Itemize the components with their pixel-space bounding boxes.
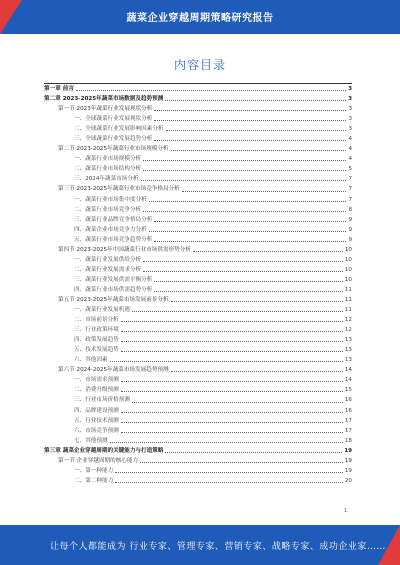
toc-leader-dots	[121, 391, 343, 392]
toc-leader-dots	[193, 251, 343, 252]
toc-entry-label: 第五节 2023-2025年蔬菜市场发展前景分析	[58, 296, 169, 303]
toc-leader-dots	[121, 351, 343, 352]
toc-entry-label: 一、全球蔬菜行业发展现状分析	[74, 116, 153, 123]
toc-entry[interactable]	[44, 114, 352, 124]
toc-entry[interactable]	[44, 395, 352, 405]
toc-leader-dots	[165, 452, 342, 453]
toc-entry-page: 16	[344, 397, 352, 404]
toc-leader-dots	[132, 402, 343, 403]
toc-leader-dots	[149, 231, 347, 232]
toc-entry-page: 9	[348, 226, 352, 233]
toc-leader-dots	[115, 472, 343, 473]
toc-entry-page: 4	[348, 156, 352, 163]
toc-leader-dots	[121, 321, 343, 322]
toc-entry-page: 11	[344, 296, 352, 303]
toc-leader-dots	[140, 462, 343, 463]
toc-entry-label: 五、蔬菜行业市场竞争趋势分析	[74, 236, 153, 243]
toc-entry-label: 二、市场前景分析	[74, 317, 119, 324]
toc-entry-page: 10	[344, 256, 352, 263]
toc-entry[interactable]	[44, 446, 352, 456]
toc-entry[interactable]	[44, 315, 352, 325]
toc-leader-dots	[110, 361, 343, 362]
report-title: 蔬菜企业穿越周期策略研究报告	[126, 13, 274, 24]
toc-entry-label: 第三章 蔬菜企业穿越周期的关键能力与打造策略	[44, 447, 164, 454]
toc-entry-label: 四、政策发展趋势	[74, 337, 119, 344]
toc-entry[interactable]	[44, 325, 352, 335]
toc-entry-page: 9	[348, 216, 352, 223]
toc-leader-dots	[121, 432, 343, 433]
toc-entry-label: 第一节 企业穿越周期的核心能力	[58, 457, 139, 464]
toc-leader-dots	[143, 271, 343, 272]
toc-leader-dots	[121, 341, 343, 342]
page-number: 1	[344, 508, 348, 514]
toc-entry-label: 一、第一种能力	[74, 467, 114, 474]
toc-entry[interactable]	[44, 426, 352, 436]
toc-entry[interactable]	[44, 144, 352, 154]
toc-entry-page: 3	[348, 126, 352, 133]
toc-entry-label: 四、品牌建设预测	[74, 407, 119, 414]
toc-leader-dots	[121, 331, 343, 332]
toc-entry-page: 18	[344, 437, 352, 444]
toc-entry-label: 第一节 2023年蔬菜行业发展现状分析	[58, 106, 153, 113]
toc-heading: 内容目录	[173, 58, 226, 72]
toc-entry-label: 一、蔬菜行业发展机遇	[74, 307, 130, 314]
toc-entry-page: 16	[344, 407, 352, 414]
toc-entry-label: 二、蔬菜行业市场结构分析	[74, 166, 142, 173]
toc-entry[interactable]	[44, 195, 352, 205]
toc-entry-label: 第一章 前言	[44, 86, 74, 92]
toc-leader-dots	[141, 180, 347, 181]
toc-leader-dots	[115, 482, 343, 483]
toc-entry-label: 二、第二种能力	[74, 477, 114, 484]
toc-leader-dots	[154, 291, 343, 292]
toc-leader-dots	[154, 140, 346, 141]
toc-leader-dots	[132, 311, 343, 312]
toc-entry[interactable]	[44, 94, 352, 104]
toc-entry[interactable]	[44, 285, 352, 295]
toc-entry-page: 13	[344, 337, 352, 344]
toc-entry[interactable]	[44, 416, 352, 426]
toc-entry[interactable]	[44, 305, 352, 315]
toc-entry-page: 3	[348, 106, 352, 113]
toc-entry[interactable]	[44, 265, 352, 275]
toc-entry[interactable]	[44, 275, 352, 285]
toc-entry[interactable]	[44, 225, 352, 235]
toc-entry[interactable]	[44, 456, 352, 466]
toc-entry-label: 第四节 2023-2025年中国蔬菜行业市场供需形势分析	[58, 246, 191, 253]
toc-entry-page: 12	[344, 327, 352, 334]
toc-entry-label: 第二章 2023-2025年蔬菜市场数据及趋势预测	[44, 96, 164, 103]
toc-entry-label: 二、蔬菜行业市场竞争分析	[74, 206, 142, 213]
toc-entry[interactable]	[44, 154, 352, 164]
toc-entry-label: 三、行业政策环境	[74, 327, 119, 334]
toc-leader-dots	[143, 160, 346, 161]
toc-leader-dots	[154, 110, 346, 111]
toc-entry-page: 14	[344, 367, 352, 374]
toc-leader-dots	[154, 281, 343, 282]
toc-entry[interactable]	[44, 104, 352, 114]
toc-entry[interactable]	[44, 365, 352, 375]
toc-entry-label: 四、蔬菜企业市场竞争力分析	[74, 226, 147, 233]
toc-entry-label: 五、行业技术预测	[74, 417, 119, 424]
toc-entry-page: 17	[344, 427, 352, 434]
toc-entry-label: 一、市场需求预测	[74, 377, 119, 384]
toc-entry-page: 4	[348, 136, 352, 143]
toc-leader-dots	[171, 371, 343, 372]
toc-entry-label: 一、蔬菜行业市场集中度分析	[74, 196, 147, 203]
toc-entry[interactable]	[44, 406, 352, 416]
toc-entry[interactable]	[44, 436, 352, 446]
toc-entry[interactable]	[44, 335, 352, 345]
toc-leader-dots	[154, 241, 346, 242]
toc-leader-dots	[143, 211, 346, 212]
toc-leader-dots	[121, 381, 343, 382]
toc-entry-page: 7	[348, 176, 352, 183]
toc-entry-label: 二、消费升级预测	[74, 387, 119, 394]
toc-leader-dots	[149, 201, 347, 202]
toc-entry-label: 三、行业市场价格预测	[74, 397, 130, 404]
footer-bar	[0, 525, 400, 565]
toc-entry-label: 六、其他因素	[74, 357, 108, 364]
toc-entry[interactable]	[44, 245, 352, 255]
toc-leader-dots	[121, 412, 343, 413]
toc-entry-label: 三、全球蔬菜行业发展趋势分析	[74, 136, 153, 143]
toc-entry-label: 二、全球蔬菜行业发展影响因素分析	[74, 126, 164, 133]
footer-slogan: 让每个人都能成为 行业专家、管理专家、营销专家、战略专家、成功企业家……	[50, 542, 386, 552]
toc-entry-page: 11	[344, 307, 352, 314]
toc-entry-page: 10	[344, 266, 352, 273]
toc-entry-page: 3	[348, 86, 352, 92]
toc-entry[interactable]	[44, 124, 352, 134]
toc-entry-page: 5	[348, 166, 352, 173]
toc-leader-dots	[165, 100, 346, 101]
toc-entry-label: 一、蔬菜行业市场规模分析	[74, 156, 142, 163]
toc-entry-label: 二、蔬菜行业发展需求分析	[74, 266, 142, 273]
toc-entry-page: 14	[344, 377, 352, 384]
toc-entry[interactable]	[44, 385, 352, 395]
toc-entry-page: 19	[344, 457, 352, 464]
toc-leader-dots	[143, 170, 346, 171]
toc-entry-page: 10	[344, 246, 352, 253]
toc-entry-page: 15	[344, 387, 352, 394]
toc-entry-page: 4	[348, 146, 352, 153]
toc-entry-label: 第二节 2023-2025年蔬菜行业市场规模分析	[58, 146, 169, 153]
toc-entry-page: 7	[348, 186, 352, 193]
toc-leader-dots	[110, 442, 343, 443]
toc-entry-page: 20	[344, 477, 352, 484]
toc-leader-dots	[171, 150, 347, 151]
toc-leader-dots	[143, 261, 343, 262]
toc-entry-label: 六、市场竞争预测	[74, 427, 119, 434]
toc-entry-page: 13	[344, 347, 352, 354]
toc-entry-page: 8	[348, 206, 352, 213]
toc-leader-dots	[171, 301, 343, 302]
toc-entry-page: 10	[344, 276, 352, 283]
toc-entry[interactable]	[44, 84, 352, 94]
toc-leader-dots	[154, 120, 346, 121]
toc-entry[interactable]	[44, 355, 352, 365]
toc-entry[interactable]	[44, 235, 352, 245]
toc-entry-page: 17	[344, 417, 352, 424]
toc-entry[interactable]	[44, 476, 352, 486]
toc-entry[interactable]	[44, 295, 352, 305]
toc-leader-dots	[166, 130, 347, 131]
toc-entry-page: 19	[344, 447, 352, 454]
toc-entry[interactable]	[44, 205, 352, 215]
toc-entry[interactable]	[44, 375, 352, 385]
toc-entry[interactable]	[44, 466, 352, 476]
toc-leader-dots	[121, 422, 343, 423]
toc-entry[interactable]	[44, 215, 352, 225]
toc-entry-label: 七、其他预测	[74, 437, 108, 444]
toc-leader-dots	[76, 90, 346, 91]
toc-entry-page: 13	[344, 357, 352, 364]
toc-entry-page: 9	[348, 236, 352, 243]
toc-entry[interactable]	[44, 345, 352, 355]
toc-entry[interactable]	[44, 174, 352, 184]
toc-entry-label: 三、蔬菜行业品牌竞争格局分析	[74, 216, 153, 223]
toc-entry[interactable]	[44, 184, 352, 194]
toc-entry-page: 7	[348, 196, 352, 203]
toc-entry-label: 三、蔬菜行业发展供需平衡分析	[74, 276, 153, 283]
toc-leader-dots	[154, 221, 346, 222]
toc-entry-page: 12	[344, 317, 352, 324]
toc-entry-page: 11	[344, 286, 352, 293]
toc-entry-label: 五、技术发展趋势	[74, 347, 119, 354]
toc-entry-label: 一、蔬菜行业发展供给分析	[74, 256, 142, 263]
toc-leader-dots	[182, 191, 347, 192]
toc-entry-label: 第六节 2024-2025年蔬菜市场发展趋势预测	[58, 367, 169, 374]
toc-entry[interactable]	[44, 134, 352, 144]
table-of-contents	[44, 84, 352, 486]
toc-entry-label: 四、蔬菜行业市场供需趋势分析	[74, 286, 153, 293]
toc-entry-page: 19	[344, 467, 352, 474]
toc-entry-label: 三、2024年蔬菜市场分析	[74, 176, 139, 183]
toc-entry-page: 3	[348, 96, 352, 103]
toc-entry[interactable]	[44, 255, 352, 265]
header-bar	[0, 0, 400, 34]
toc-entry-page: 3	[348, 116, 352, 123]
toc-entry-label: 第三节 2023-2025年蔬菜行业市场竞争格局分析	[58, 186, 180, 193]
toc-entry[interactable]	[44, 164, 352, 174]
